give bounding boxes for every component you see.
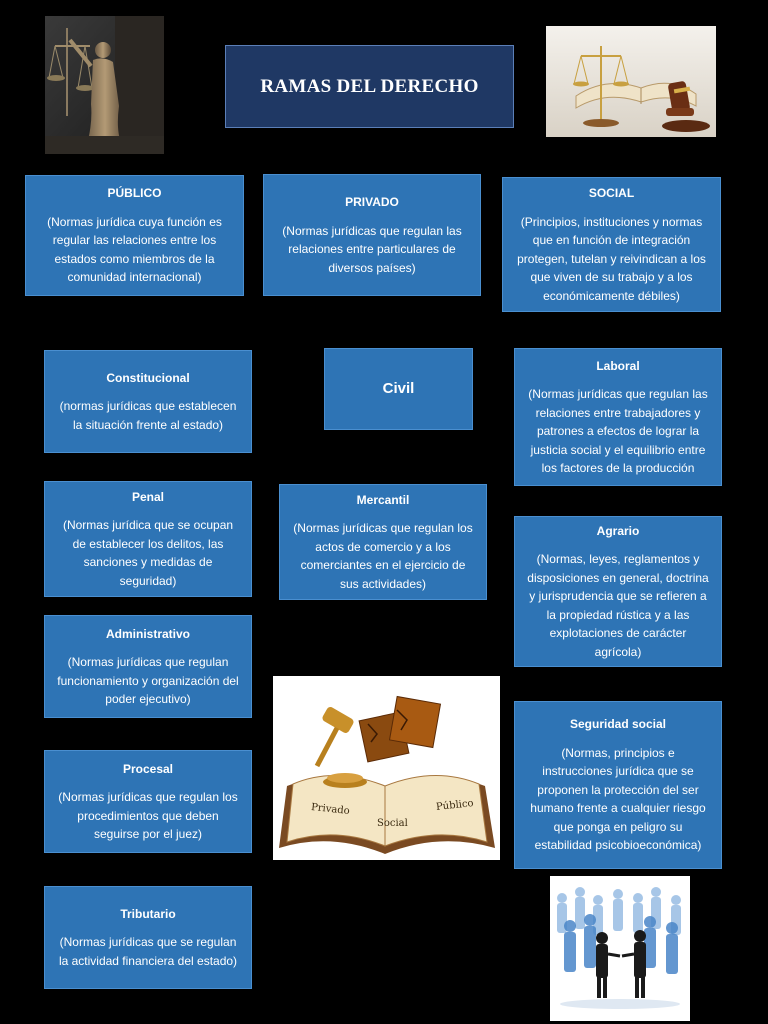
node-description: (Normas jurídica que se ocupan de establecer los delitos, las sanciones y medidas de seguridad)	[62, 518, 234, 588]
law-book-gavel-image	[273, 676, 500, 860]
node-description: (Normas jurídicas que regulan los actos de comercio y a los comerciantes en el ejercicio de sus actividades)	[293, 521, 473, 591]
node-description: (Normas, principios e instrucciones jurídica que se proponen la protección del ser humano frente a cualquier riesgo que ponga en peligro su estabilidad psicobioeconómica)	[530, 745, 706, 853]
justice-statue-image	[45, 16, 164, 154]
node-description: (normas jurídicas que establecen la situación frente al estado)	[59, 399, 237, 432]
node-social	[502, 177, 721, 312]
node-description: (Normas, leyes, reglamentos y disposiciones en general, doctrina y jurisprudencia que se refieren a la propiedad rústica y a las explotaciones de carácter agrícola)	[527, 552, 709, 659]
node-description: (Principios, instituciones y normas que en función de integración protegen, tutelan y reivindican a los que viven de su trabajo y a los económicamente débiles)	[517, 214, 706, 303]
node-description: (Normas jurídicas que regulan los procedimientos que deben seguirse por el juez)	[58, 790, 238, 841]
node-heading: Tributario	[120, 906, 176, 921]
node-laboral	[514, 348, 722, 486]
book-label-privado: Privado	[310, 802, 351, 817]
business-people-image	[550, 876, 690, 1021]
book-label-publico: Público	[435, 798, 475, 813]
node-description: (Normas jurídicas que regulan las relaciones entre particulares de diversos países)	[282, 223, 462, 275]
node-description: (Normas jurídicas que regulan las relaciones entre trabajadores y patrones a efectos de lograr la justicia social y el equilibrio entre los factores de la producción	[528, 387, 708, 475]
node-agrario	[514, 516, 722, 667]
node-penal	[44, 481, 252, 597]
book-label-social: Social	[377, 818, 408, 829]
node-description: (Normas jurídica cuya función es regular las relaciones entre los estados como miembros de la comunidad internacional)	[47, 214, 222, 285]
node-heading: PÚBLICO	[107, 186, 162, 201]
node-heading: Seguridad social	[569, 717, 667, 732]
node-heading: Mercantil	[356, 492, 410, 507]
node-procesal	[44, 750, 252, 853]
node-administrativo	[44, 615, 252, 718]
node-heading: Laboral	[596, 358, 640, 373]
node-description: (Normas jurídicas que regulan funcionamiento y organización del poder ejecutivo)	[57, 655, 239, 706]
node-heading: Penal	[131, 489, 164, 504]
node-tributario	[44, 886, 252, 989]
node-seguridad-social	[514, 701, 722, 869]
node-civil	[324, 348, 473, 430]
node-privado	[263, 174, 481, 296]
node-mercantil	[279, 484, 487, 600]
gavel-scales-image	[546, 26, 716, 137]
node-heading: Procesal	[122, 761, 174, 776]
node-heading: PRIVADO	[345, 195, 399, 209]
node-heading: SOCIAL	[588, 186, 635, 200]
node-constitucional	[44, 350, 252, 453]
node-heading: Agrario	[596, 523, 640, 538]
node-heading: Civil	[382, 379, 415, 397]
node-heading: Administrativo	[105, 626, 190, 641]
node-heading: Constitucional	[106, 370, 190, 385]
node-description: (Normas jurídicas que se regulan la actividad financiera del estado)	[58, 935, 238, 968]
page-title: RAMAS DEL DERECHO	[225, 45, 514, 128]
node-publico	[25, 175, 244, 296]
